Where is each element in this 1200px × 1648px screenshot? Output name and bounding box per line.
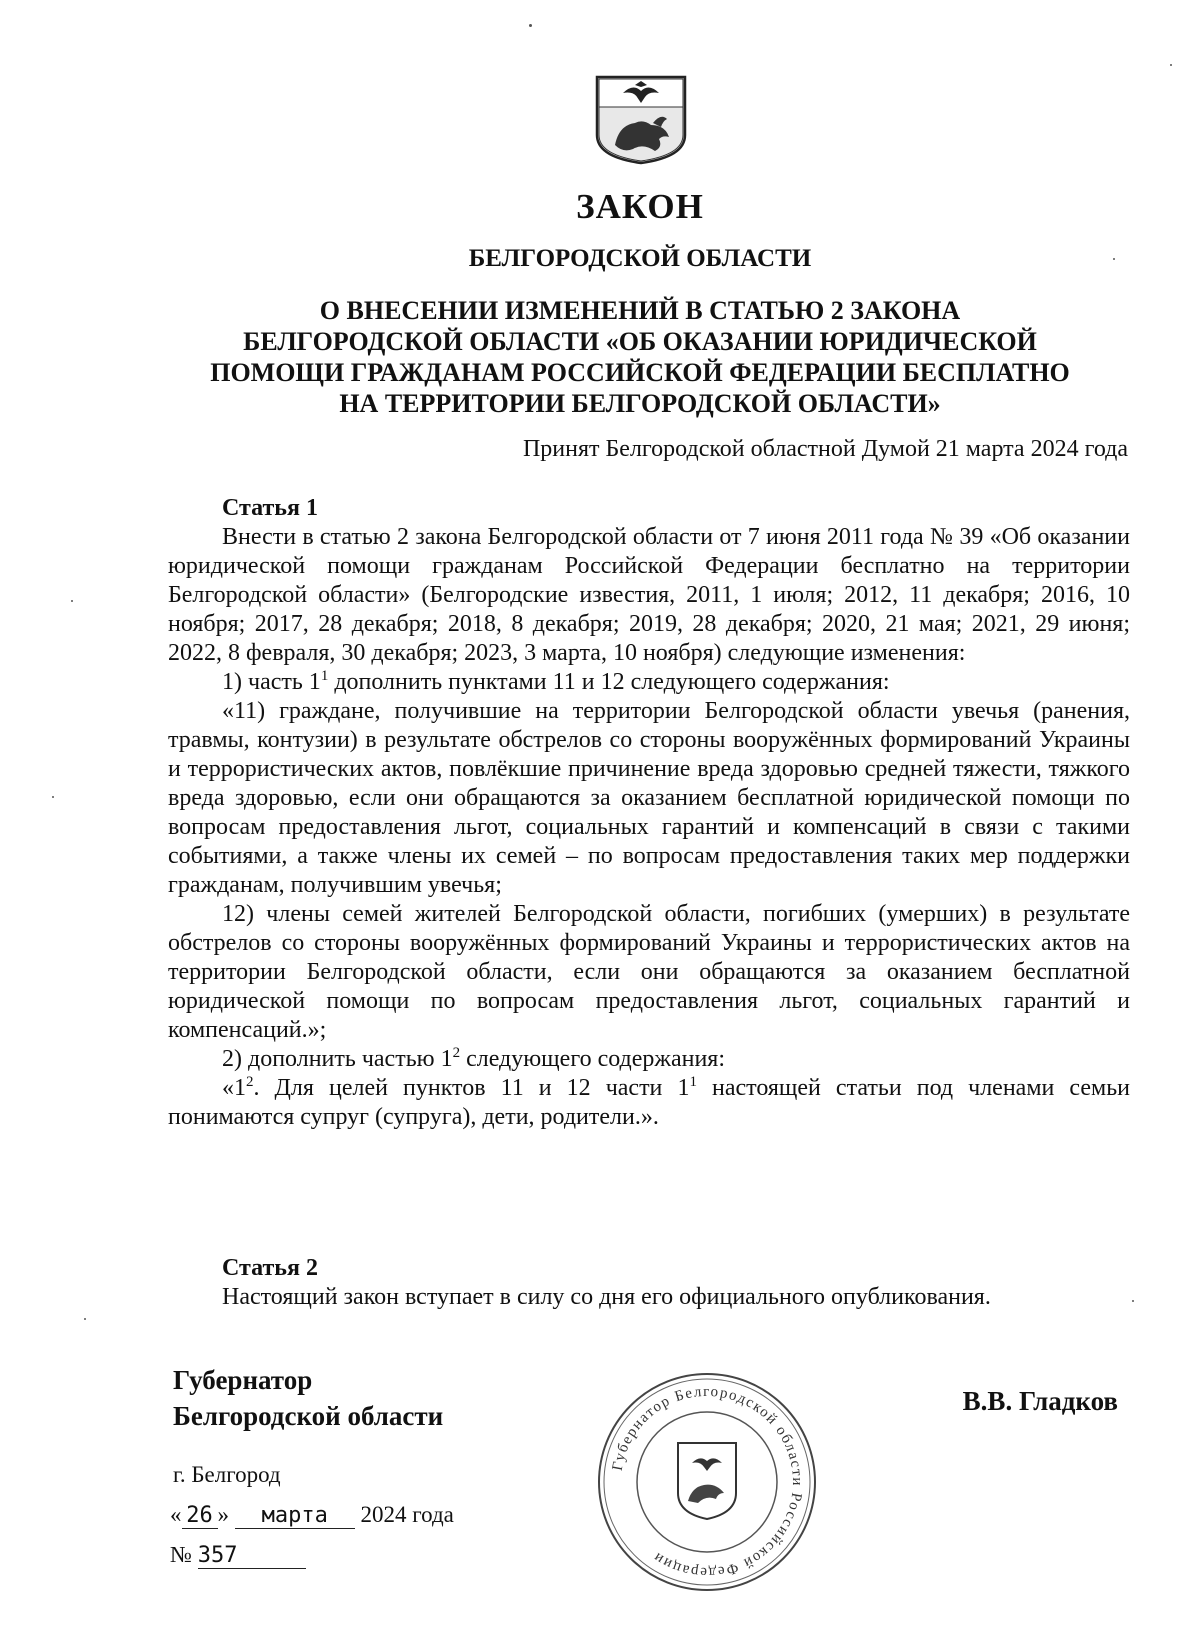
new-part-quote (168, 1074, 1130, 1132)
signatory-name: В.В. Гладков (962, 1386, 1118, 1416)
law-title-line: О ВНЕСЕНИИ ИЗМЕНЕНИЙ В СТАТЬЮ 2 ЗАКОНА (319, 296, 961, 325)
signing-place: г. Белгород (173, 1462, 281, 1487)
official-seal (596, 1371, 818, 1593)
scan-speck (529, 24, 532, 27)
item-1-superscript: 1 (320, 668, 329, 684)
scan-speck (1170, 64, 1172, 66)
quote-text: «1 (222, 1075, 246, 1101)
law-number (170, 1542, 306, 1569)
item-2-text-end: следующего содержания: (460, 1046, 726, 1072)
article-2-heading: Статья 2 (222, 1255, 318, 1281)
document-subtitle: БЕЛГОРОДСКОЙ ОБЛАСТИ (468, 245, 812, 272)
signatory-title-line: Белгородской области (173, 1401, 444, 1431)
law-title (190, 295, 1090, 419)
item-1-text-end: дополнить пунктами 11 и 12 следующего содержания: (328, 669, 890, 695)
quote-superscript: 2 (246, 1074, 254, 1090)
number-value: 357 (198, 1543, 306, 1569)
coat-of-arms-emblem (593, 73, 689, 166)
date-year: 2024 года (360, 1502, 454, 1527)
quote-text: . Для целей пунктов 11 и 12 части 1 (253, 1075, 690, 1101)
item-2-superscript: 2 (452, 1045, 461, 1061)
article-1-heading: Статья 1 (222, 495, 318, 521)
signing-date (170, 1502, 454, 1529)
date-month: марта (235, 1503, 355, 1529)
date-quote-open: « (170, 1502, 182, 1527)
scan-speck (71, 600, 73, 602)
article-2 (168, 1254, 1130, 1312)
law-title-line: НА ТЕРРИТОРИИ БЕЛГОРОДСКОЙ ОБЛАСТИ» (339, 389, 941, 418)
date-day: 26 (182, 1503, 218, 1529)
law-title-line: БЕЛГОРОДСКОЙ ОБЛАСТИ «ОБ ОКАЗАНИИ ЮРИДИЧЕСКОЙ (243, 327, 1037, 356)
scan-speck (1113, 258, 1115, 260)
signatory-title-line: Губернатор (173, 1365, 313, 1395)
date-quote-close: » (217, 1502, 229, 1527)
item-2-text: 2) дополнить частью 1 (222, 1046, 453, 1072)
quote-superscript: 1 (689, 1074, 697, 1090)
quote-text: настоящей статьи под членами семьи понимаются супруг (супруга), дети, родители.». (168, 1075, 1130, 1130)
scan-speck (84, 1318, 86, 1320)
document-title: ЗАКОН (576, 187, 704, 226)
adoption-note: Принят Белгородской областной Думой 21 марта 2024 года (522, 436, 1128, 462)
signatory-title (173, 1362, 443, 1434)
scan-speck (52, 796, 54, 798)
law-title-line: ПОМОЩИ ГРАЖДАНАМ РОССИЙСКОЙ ФЕДЕРАЦИИ БЕСПЛАТНО (210, 358, 1070, 387)
seal-ring-text: Губернатор Белгородской области Российской Федерации (609, 1383, 806, 1581)
article-2-text: Настоящий закон вступает в силу со дня его официального опубликования. (222, 1284, 991, 1310)
article-1 (168, 494, 1130, 1132)
point-11: «11) граждане, получившие на территории Белгородской области увечья (ранения, травмы, контузии) в результате обстрелов со стороны вооружённых формирований Украины и террористических актов, повлёкшие причинение вреда здоровью средней тяжести, тяжкого вреда здоровью, если они обращаются за оказанием бесплатной юридической помощи по вопросам предоставления льгот, социальных гарантий и компенсаций в связи с такими событиями, а также члены их семей – по вопросам предоставления таких мер поддержки гражданам, получившим увечья; (168, 698, 1130, 898)
amendment-item-1 (168, 668, 1130, 697)
article-1-intro: Внести в статью 2 закона Белгородской области от 7 июня 2011 года № 39 «Об оказании юридической помощи гражданам Российской Федерации бесплатно на территории Белгородской области» (Белгородские известия, 2011, 1 июля; 2012, 11 декабря; 2016, 10 ноября; 2017, 28 декабря; 2018, 8 декабря; 2019, 28 декабря; 2020, 21 мая; 2021, 29 июня; 2022, 8 февраля, 30 декабря; 2023, 3 марта, 10 ноября) следующие изменения: (168, 524, 1130, 666)
amendment-item-2 (168, 1045, 1130, 1074)
scan-speck (1132, 1300, 1134, 1302)
item-1-text: 1) часть 1 (222, 669, 321, 695)
number-label: № (170, 1542, 192, 1567)
point-12: 12) члены семей жителей Белгородской области, погибших (умерших) в результате обстрелов со стороны вооружённых формирований Украины и террористических актов на территории Белгородской области, если они обращаются за оказанием бесплатной юридической помощи по вопросам предоставления льгот, социальных гарантий и компенсаций.»; (168, 901, 1130, 1043)
